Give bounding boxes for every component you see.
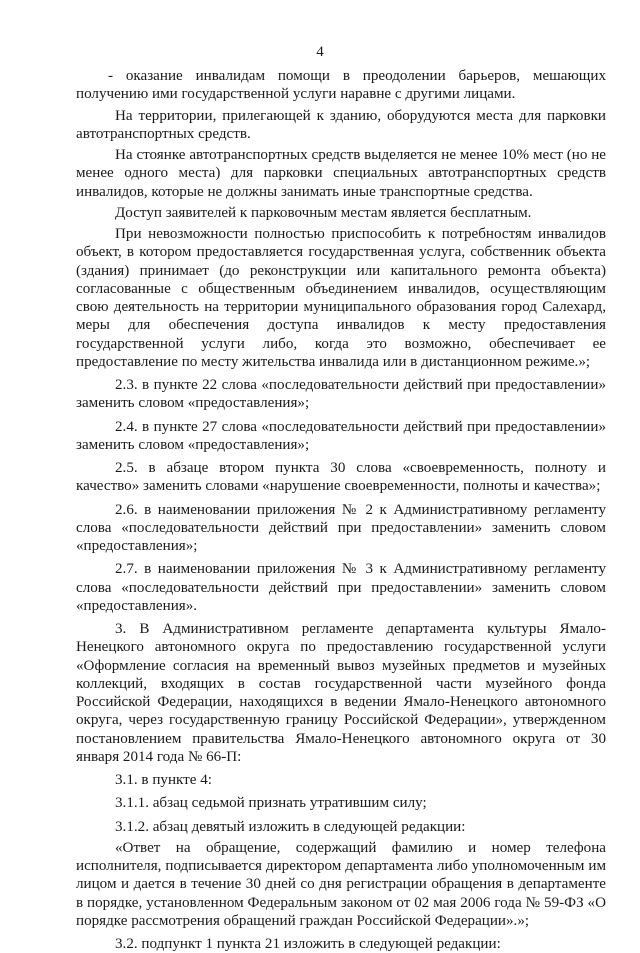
- paragraph-item-2-4: 2.4. в пункте 27 слова «последовательности действий при предоставлении» заменить словом «предоставления»;: [76, 418, 606, 453]
- paragraph-item-2-7: 2.7. в наименовании приложения № 3 к Административному регламенту слова «последовательности действий при предоставлении» заменить словом «предоставления».: [76, 561, 606, 614]
- page-number: 4: [316, 44, 324, 60]
- paragraph-parking-ten-percent: На стоянке автотранспортных средств выделяется не менее 10% мест (но не менее одного места) для парковки специальных автотранспортных средств инвалидов, которые не должны занимать иные транспортные средства.: [76, 147, 606, 200]
- paragraph-item-2-3: 2.3. в пункте 22 слова «последовательности действий при предоставлении» заменить словом «предоставления»;: [76, 377, 606, 412]
- paragraph-item-3: 3. В Административном регламенте департамента культуры Ямало-Ненецкого автономного округа по предоставлению государственной услуги «Оформление согласия на временный вывоз музейных предметов и музейных коллекций, входящих в состав государственной части музейного фонда Российской Федерации, находящихся в ведении Ямало-Ненецкого автономного округа, через государственную границу Российской Федерации», утвержденном постановлением правительства Ямало-Ненецкого автономного округа от 30 января 2014 года № 66-П:: [76, 621, 606, 765]
- paragraph-item-2-6: 2.6. в наименовании приложения № 2 к Административному регламенту слова «последовательности действий при предоставлении» заменить словом «предоставления»;: [76, 501, 606, 554]
- document-body: [76, 67, 606, 953]
- paragraph-item-3-2: 3.2. подпункт 1 пункта 21 изложить в следующей редакции:: [115, 936, 501, 952]
- paragraph-parking-free: Доступ заявителей к парковочным местам является бесплатным.: [115, 204, 532, 221]
- paragraph-accessibility-measures: При невозможности полностью приспособить к потребностям инвалидов объект, в котором предоставляется государственная услуга, собственник объекта (здания) принимает (до реконструкции или капитального ремонта объекта) согласованные с общественным объединением инвалидов, осуществляющим свою деятельность на территории муниципального образования город Салехард, меры для обеспечения доступа инвалидов к месту предоставления государственной услуги либо, когда это возможно, обеспечивает ее предоставление по месту жительства инвалида или в дистанционном режиме.»;: [76, 226, 606, 370]
- paragraph-parking-territory: На территории, прилегающей к зданию, оборудуются места для парковки автотранспортных средств.: [76, 107, 606, 142]
- paragraph-item-3-1-1: 3.1.1. абзац седьмой признать утратившим силу;: [115, 795, 427, 812]
- paragraph-response-quote: «Ответ на обращение, содержащий фамилию и номер телефона исполнителя, подписывается директором департамента либо уполномоченным им лицом и дается в течение 30 дней со дня регистрации обращения в департаменте в порядке, установленном Федеральным законом от 02 мая 2006 года № 59-ФЗ «О порядке рассмотрения обращений граждан Российской Федерации».»;: [76, 839, 606, 929]
- paragraph-item-3-1: 3.1. в пункте 4:: [115, 772, 212, 788]
- paragraph-item-3-1-2: 3.1.2. абзац девятый изложить в следующей редакции:: [115, 818, 466, 835]
- paragraph-assistance-barriers: - оказание инвалидам помощи в преодолении барьеров, мешающих получению ими государственной услуги наравне с другими лицами.: [76, 68, 606, 103]
- paragraph-item-2-5: 2.5. в абзаце втором пункта 30 слова «своевременность, полноту и качество» заменить словами «нарушение своевременности, полноты и качества»;: [76, 460, 606, 495]
